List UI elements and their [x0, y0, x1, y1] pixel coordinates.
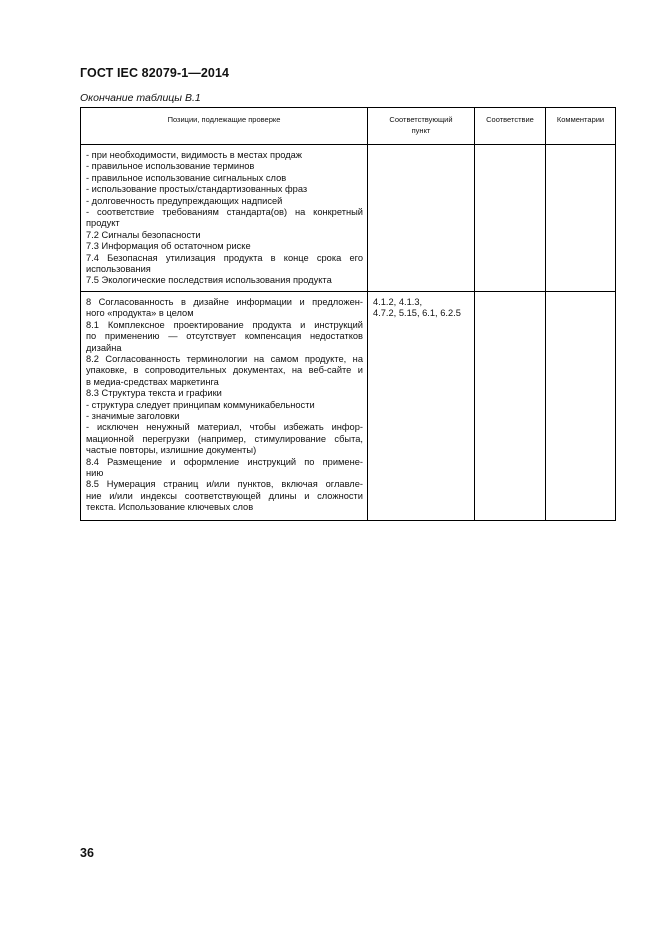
items-cell	[81, 145, 368, 292]
list-item: использования	[86, 264, 151, 275]
list-item: 7.3 Информация об остаточном риске	[86, 241, 251, 252]
clause-cell	[368, 291, 475, 520]
list-item: - значимые заголовки	[86, 410, 180, 421]
column-header-clause: Соответствующий пункт	[368, 108, 475, 145]
list-item: - правильное использование сигнальных слов	[86, 172, 287, 183]
document-code: ГОСТ IEC 82079-1—2014	[80, 66, 230, 80]
list-item: - использование простых/стандартизованных фраз	[86, 184, 308, 195]
list-item: 8.2 Согласованность терминологии на самом продукте, на	[86, 353, 363, 364]
list-item: частые повторы, излишние документы)	[86, 445, 257, 456]
list-item: 8 Согласованность в дизайне информации и предложен-	[86, 296, 363, 307]
clause-reference: 4.7.2, 5.15, 6.1, 6.2.5	[373, 308, 461, 319]
list-item: - структура следует принципам коммуникабельности	[86, 399, 315, 410]
list-item: по применению — отсутствует компенсация недостатков	[86, 331, 363, 342]
items-cell	[81, 291, 368, 520]
column-header-comments: Комментарии	[546, 108, 616, 145]
column-header-compliance: Соответствие	[475, 108, 546, 145]
clause-cell	[368, 145, 475, 292]
list-item: - долговечность предупреждающих надписей	[86, 195, 283, 206]
table-caption: Окончание таблицы В.1	[80, 92, 201, 104]
list-item: упаковке, в сопроводительных документах, на веб-сайте и	[86, 365, 363, 376]
list-item: - при необходимости, видимость в местах продаж	[86, 150, 303, 160]
checklist-table	[80, 107, 616, 521]
list-item: продукт	[86, 218, 120, 229]
list-item: 7.5 Экологические последствия использования продукта	[86, 275, 332, 286]
list-item: 7.2 Сигналы безопасности	[86, 229, 201, 240]
list-item: текста. Использование ключевых слов	[86, 502, 254, 513]
table-row	[81, 291, 616, 520]
list-item: - правильное использование терминов	[86, 161, 255, 172]
page-number: 36	[80, 846, 94, 860]
table-header-row	[81, 108, 616, 145]
compliance-cell	[475, 291, 546, 520]
compliance-cell	[475, 145, 546, 292]
list-item: 8.1 Комплексное проектирование продукта и инструкций	[86, 319, 363, 330]
clause-reference: 4.1.2, 4.1.3,	[373, 296, 423, 307]
list-item: - соответствие требованиям стандарта(ов) на конкретный	[86, 207, 363, 218]
list-item: 8.3 Структура текста и графики	[86, 388, 222, 399]
list-item: 8.5 Нумерация страниц и/или пунктов, включая оглавле-	[86, 479, 363, 490]
list-item: в медиа-средствах маркетинга	[86, 376, 219, 387]
table-row	[81, 145, 616, 292]
comments-cell	[546, 291, 616, 520]
list-item: мационной перегрузки (например, стимулирование сбыта,	[86, 433, 363, 444]
list-item: ного «продукта» в целом	[86, 308, 194, 319]
list-item: дизайна	[86, 342, 122, 353]
column-header-items: Позиции, подлежащие проверке	[81, 108, 368, 145]
list-item: 8.4 Размещение и оформление инструкций по примене-	[86, 456, 363, 467]
comments-cell	[546, 145, 616, 292]
list-item: 7.4 Безопасная утилизация продукта в конце срока его	[86, 252, 363, 263]
list-item: нию	[86, 467, 104, 478]
list-item: - исключен ненужный материал, чтобы избежать инфор-	[86, 422, 363, 433]
list-item: ние и/или индексы соответствующей длины и сложности	[86, 490, 363, 501]
